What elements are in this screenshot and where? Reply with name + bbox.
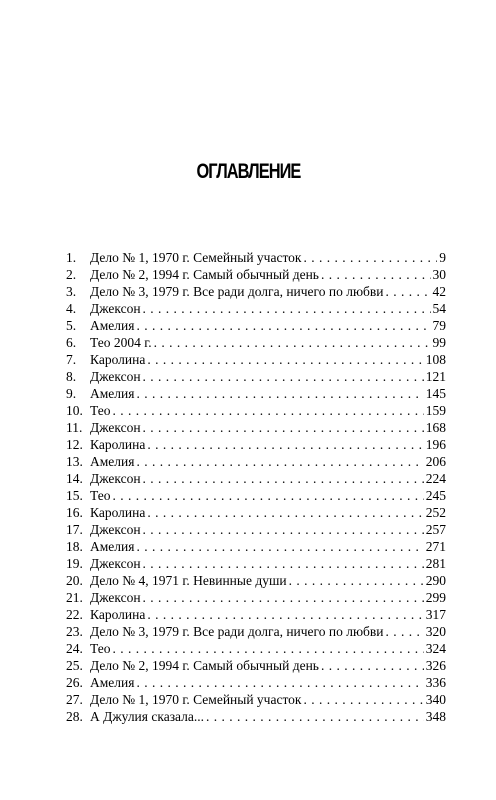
toc-entry	[66, 691, 446, 708]
toc-entry-page: 224	[425, 471, 446, 486]
toc-dot-leader	[147, 436, 423, 453]
toc-entry	[66, 266, 446, 283]
toc-entry-page: 196	[425, 437, 446, 452]
toc-entry	[66, 300, 446, 317]
toc-entry-number: 17.	[66, 522, 83, 537]
toc-entry-title: Джексон	[90, 301, 141, 316]
toc-entry-number: 5.	[66, 318, 77, 333]
toc-entry-title: Тео	[90, 488, 111, 503]
toc-entry-title: Амелия	[90, 675, 135, 690]
toc-entry-title: Каролина	[90, 607, 146, 622]
toc-entry-title: Тео	[90, 641, 111, 656]
toc-entry-page: 9	[439, 250, 446, 265]
toc-dot-leader	[143, 555, 424, 572]
toc-entry-title: Дело № 2, 1994 г. Самый обычный день	[90, 658, 319, 673]
toc-entry-page: 317	[425, 607, 446, 622]
toc-entry	[66, 708, 446, 725]
toc-entry	[66, 249, 446, 266]
toc-entry-number: 16.	[66, 505, 83, 520]
toc-entry-title: Джексон	[90, 420, 141, 435]
toc-entry-number: 2.	[66, 267, 77, 282]
toc-entry-page: 42	[432, 284, 446, 299]
toc-entry-number: 9.	[66, 386, 77, 401]
toc-dot-leader	[304, 691, 424, 708]
toc-entry-number: 11.	[66, 420, 83, 435]
toc-entry	[66, 657, 446, 674]
toc-dot-leader	[136, 538, 423, 555]
toc-entry-title: Дело № 3, 1979 г. Все ради долга, ничего по любви	[90, 624, 384, 639]
page-title: ОГЛАВЛЕНИЕ	[196, 160, 301, 183]
toc-dot-leader	[112, 402, 423, 419]
toc-entry-page: 340	[425, 692, 446, 707]
toc-entry-page: 206	[425, 454, 446, 469]
toc-entry-page: 299	[425, 590, 446, 605]
toc-entry-page: 30	[432, 267, 446, 282]
toc-dot-leader	[147, 504, 423, 521]
toc-entry-number: 3.	[66, 284, 77, 299]
toc-entry	[66, 317, 446, 334]
toc-entry-title: Дело № 1, 1970 г. Семейный участок	[90, 250, 302, 265]
toc-entry	[66, 623, 446, 640]
toc-entry-page: 79	[432, 318, 446, 333]
toc-entry-page: 324	[425, 641, 446, 656]
toc-entry-number: 24.	[66, 641, 83, 656]
toc-entry-number: 12.	[66, 437, 83, 452]
toc-entry-page: 108	[425, 352, 446, 367]
toc-entry-number: 4.	[66, 301, 77, 316]
toc-entry-page: 121	[425, 369, 446, 384]
toc-dot-leader	[321, 657, 424, 674]
toc-entry-number: 10.	[66, 403, 83, 418]
toc-entry	[66, 470, 446, 487]
toc-entry-number: 1.	[66, 250, 77, 265]
toc-entry-title: Каролина	[90, 437, 146, 452]
toc-entry	[66, 538, 446, 555]
toc-dot-leader	[136, 317, 430, 334]
toc-entry	[66, 283, 446, 300]
toc-entry-title: Тео 2004 г.	[90, 335, 152, 350]
toc-dot-leader	[143, 419, 424, 436]
toc-entry-number: 20.	[66, 573, 83, 588]
toc-entry-title: Дело № 1, 1970 г. Семейный участок	[90, 692, 302, 707]
table-of-contents	[66, 249, 446, 725]
toc-entry-title: Тео	[90, 403, 111, 418]
toc-entry	[66, 589, 446, 606]
toc-entry-title: Джексон	[90, 471, 141, 486]
toc-entry	[66, 521, 446, 538]
toc-entry-page: 168	[425, 420, 446, 435]
toc-entry-page: 320	[425, 624, 446, 639]
toc-entry-title: Джексон	[90, 369, 141, 384]
toc-entry	[66, 385, 446, 402]
toc-dot-leader	[386, 623, 424, 640]
toc-dot-leader	[143, 521, 424, 538]
toc-dot-leader	[206, 708, 424, 725]
toc-entry-page: 159	[425, 403, 446, 418]
toc-entry	[66, 572, 446, 589]
toc-entry-page: 348	[425, 709, 446, 724]
toc-dot-leader	[143, 300, 431, 317]
toc-entry-number: 22.	[66, 607, 83, 622]
toc-entry-title: Дело № 4, 1971 г. Невинные души	[90, 573, 287, 588]
toc-entry	[66, 504, 446, 521]
toc-dot-leader	[136, 453, 423, 470]
toc-entry	[66, 674, 446, 691]
toc-dot-leader	[112, 487, 423, 504]
toc-entry	[66, 555, 446, 572]
toc-entry-title: Амелия	[90, 386, 135, 401]
toc-entry-page: 326	[425, 658, 446, 673]
toc-entry	[66, 334, 446, 351]
toc-dot-leader	[143, 589, 424, 606]
toc-dot-leader	[289, 572, 424, 589]
toc-entry-number: 26.	[66, 675, 83, 690]
toc-entry-page: 245	[425, 488, 446, 503]
toc-entry	[66, 402, 446, 419]
toc-dot-leader	[321, 266, 431, 283]
toc-dot-leader	[136, 385, 423, 402]
toc-entry-page: 99	[432, 335, 446, 350]
toc-entry-title: Джексон	[90, 522, 141, 537]
toc-entry-number: 15.	[66, 488, 83, 503]
toc-entry-number: 21.	[66, 590, 83, 605]
toc-entry-page: 145	[425, 386, 446, 401]
toc-entry	[66, 368, 446, 385]
toc-entry-number: 8.	[66, 369, 77, 384]
toc-dot-leader	[147, 351, 423, 368]
toc-entry	[66, 606, 446, 623]
toc-dot-leader	[112, 640, 423, 657]
toc-entry	[66, 487, 446, 504]
toc-dot-leader	[304, 249, 438, 266]
toc-entry-number: 6.	[66, 335, 77, 350]
toc-entry-page: 290	[425, 573, 446, 588]
toc-entry-page: 336	[425, 675, 446, 690]
toc-entry-title: Каролина	[90, 505, 146, 520]
toc-entry	[66, 640, 446, 657]
toc-entry-number: 13.	[66, 454, 83, 469]
toc-entry-number: 25.	[66, 658, 83, 673]
toc-dot-leader	[143, 368, 424, 385]
toc-entry-title: Амелия	[90, 454, 135, 469]
toc-entry-number: 28.	[66, 709, 83, 724]
toc-entry-number: 14.	[66, 471, 83, 486]
toc-entry-number: 23.	[66, 624, 83, 639]
toc-dot-leader	[147, 606, 423, 623]
toc-entry-title: Джексон	[90, 556, 141, 571]
toc-entry	[66, 351, 446, 368]
toc-entry	[66, 453, 446, 470]
toc-entry-title: Джексон	[90, 590, 141, 605]
toc-entry-page: 281	[425, 556, 446, 571]
toc-entry-title: Каролина	[90, 352, 146, 367]
toc-entry-page: 271	[425, 539, 446, 554]
toc-entry-page: 257	[425, 522, 446, 537]
toc-entry-page: 252	[425, 505, 446, 520]
toc-entry-title: Дело № 3, 1979 г. Все ради долга, ничего по любви	[90, 284, 384, 299]
toc-entry-number: 27.	[66, 692, 83, 707]
toc-entry-title: Амелия	[90, 318, 135, 333]
toc-entry-number: 7.	[66, 352, 77, 367]
toc-entry-title: Амелия	[90, 539, 135, 554]
toc-entry-number: 18.	[66, 539, 83, 554]
toc-dot-leader	[386, 283, 431, 300]
toc-entry-page: 54	[432, 301, 446, 316]
toc-entry-title: Дело № 2, 1994 г. Самый обычный день	[90, 267, 319, 282]
toc-dot-leader	[136, 674, 423, 691]
toc-entry	[66, 419, 446, 436]
toc-entry-number: 19.	[66, 556, 83, 571]
toc-entry	[66, 436, 446, 453]
toc-entry-title: А Джулия сказала...	[90, 709, 204, 724]
toc-dot-leader	[143, 470, 424, 487]
toc-dot-leader	[154, 334, 431, 351]
